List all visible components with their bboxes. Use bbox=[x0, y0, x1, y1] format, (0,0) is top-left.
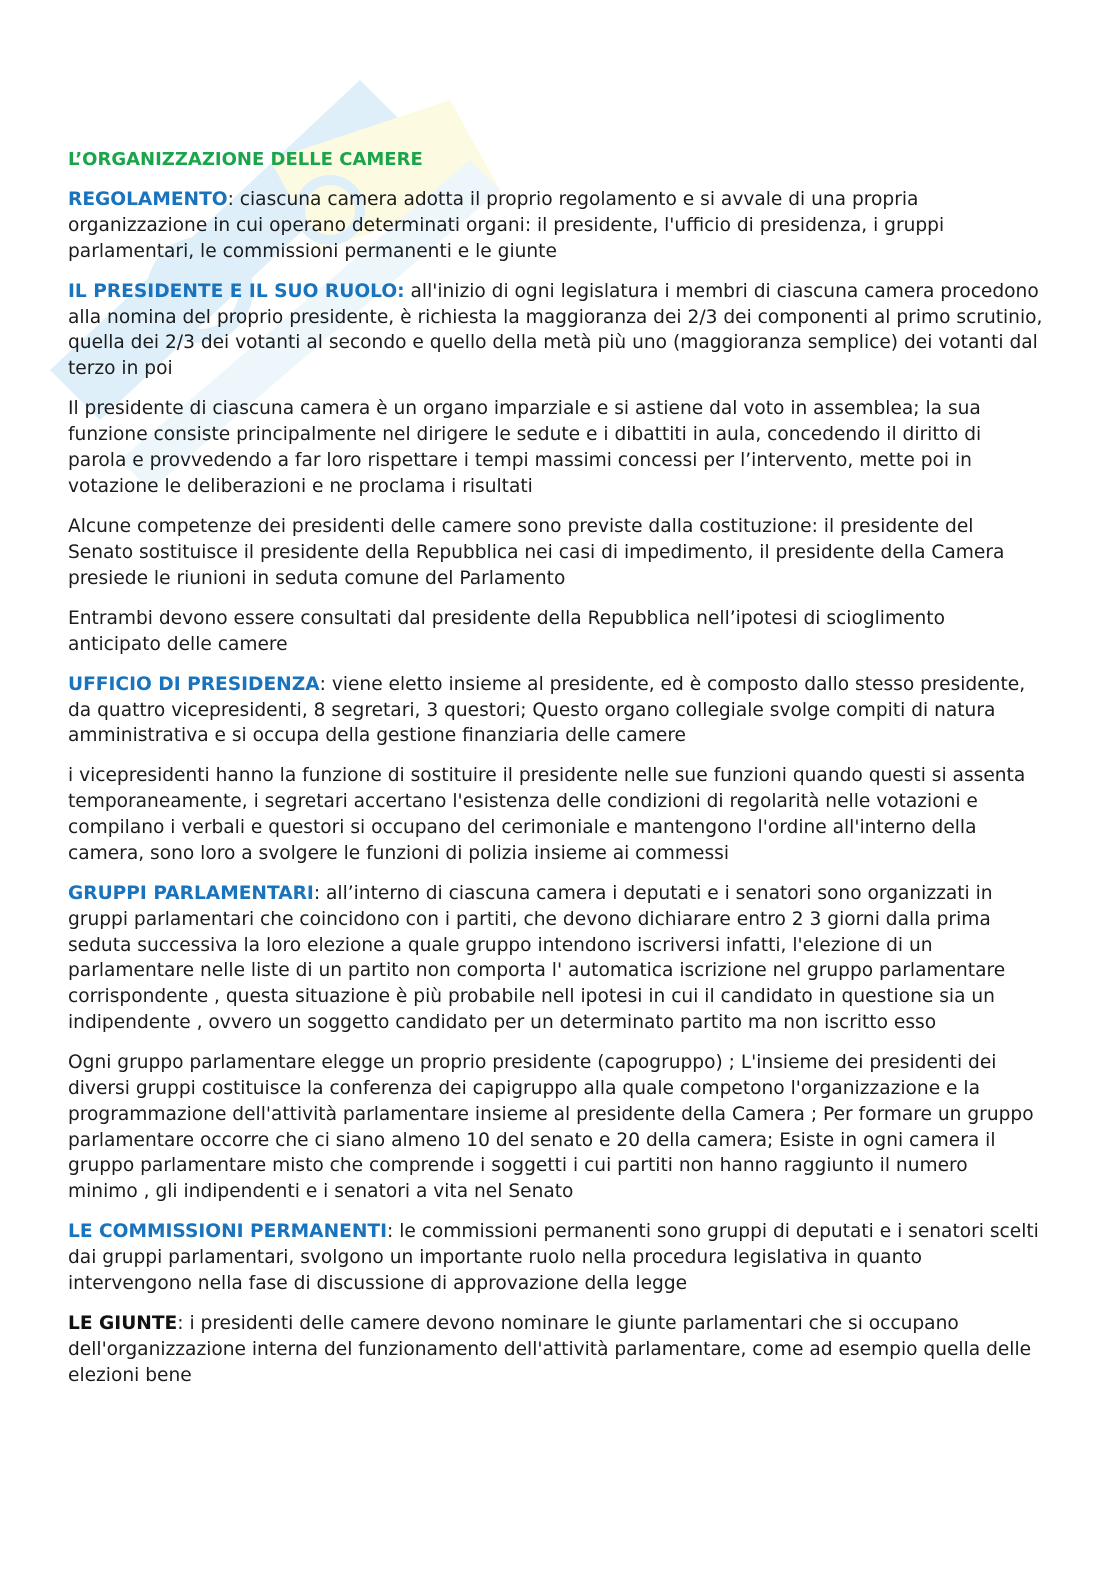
paragraph-heading: UFFICIO DI PRESIDENZA bbox=[68, 673, 320, 695]
paragraph-text: le commissioni permanenti sono gruppi di deputati e i senatori scelti dai gruppi parlamentari, svolgono un importante ruolo nella procedura legislativa in quanto intervengono nella fase di discussione di approvazione della legge bbox=[68, 1221, 1039, 1294]
paragraph-text: all’interno di ciascuna camera i deputati e i senatori sono organizzati in gruppi parlamentari che coincidono con i partiti, che devono dichiarare entro 2 3 giorni dalla prima seduta successiva la loro elezione a quale gruppo intendono iscriversi infatti, l'elezione di un parlamentare nelle liste di un partito non comporta l' automatica iscrizione nel gruppo parlamentare corrispondente , questa situazione è più probabile nell ipotesi in cui il candidato in questione sia un indipendente , ovvero un soggetto candidato per un determinato partito ma non iscritto esso bbox=[68, 883, 1006, 1034]
paragraph-gruppi-parlamentari bbox=[68, 881, 1043, 1036]
document-title: L’ORGANIZZAZIONE DELLE CAMERE bbox=[68, 149, 423, 170]
paragraph-presidente-funzione bbox=[68, 396, 1043, 499]
paragraph-text: i vicepresidenti hanno la funzione di sostituire il presidente nelle sue funzioni quando questi si assenta temporaneamente, i segretari accertano l'esistenza delle condizioni di regolarità nelle votazioni e compilano i verbali e questori si occupano del cerimoniale e mantengono l'ordine all'interno della camera, sono loro a svolgere le funzioni di polizia insieme ai commessi bbox=[68, 765, 1026, 864]
paragraph-separator: : bbox=[387, 1221, 400, 1243]
paragraph-heading: LE COMMISSIONI PERMANENTI bbox=[68, 1221, 387, 1243]
paragraph-giunte bbox=[68, 1311, 1043, 1388]
paragraph-text: i presidenti delle camere devono nominare le giunte parlamentari che si occupano dell'organizzazione interna del funzionamento dell'attività parlamentare, come ad esempio quella delle elezioni bene bbox=[68, 1313, 1032, 1386]
paragraph-text: Entrambi devono essere consultati dal presidente della Repubblica nell’ipotesi di scioglimento anticipato delle camere bbox=[68, 607, 945, 655]
paragraph-separator: : bbox=[319, 673, 332, 695]
paragraph-text: Alcune competenze dei presidenti delle camere sono previste dalla costituzione: il presidente del Senato sostituisce il presidente della Repubblica nei casi di impedimento, il presidente della Camera presiede le riunioni in seduta comune del Parlamento bbox=[68, 515, 1005, 589]
paragraph-presidente bbox=[68, 279, 1043, 382]
paragraph-heading: LE GIUNTE bbox=[68, 1313, 178, 1335]
paragraph-text: Il presidente di ciascuna camera è un organo imparziale e si astiene dal voto in assemblea; la sua funzione consiste principalmente nel dirigere le sedute e i dibattiti in aula, concedendo il diritto di parola e provvedendo a far loro rispettare i tempi massimi concessi per l’intervento, mette poi in votazione le deliberazioni e ne proclama i risultati bbox=[68, 398, 982, 497]
paragraph-scioglimento bbox=[68, 606, 1043, 658]
paragraph-separator: : bbox=[177, 1313, 190, 1335]
paragraph-regolamento bbox=[68, 187, 1043, 264]
paragraph-competenze bbox=[68, 514, 1043, 591]
document-page bbox=[68, 147, 1043, 1403]
paragraph-ufficio-presidenza bbox=[68, 672, 1043, 749]
paragraph-text: viene eletto insieme al presidente, ed è composto dallo stesso presidente, da quattro vicepresidenti, 8 segretari, 3 questori; Questo organo collegiale svolge compiti di natura amministrativa e si occupa della gestione finanziaria delle camere bbox=[68, 673, 1026, 747]
paragraph-heading: IL PRESIDENTE E IL SUO RUOLO: bbox=[68, 280, 405, 302]
paragraph-separator: : bbox=[227, 189, 240, 210]
paragraph-text: all'inizio di ogni legislatura i membri di ciascuna camera procedono alla nomina del proprio presidente, è richiesta la maggioranza dei 2/3 dei componenti al primo scrutinio, quella dei 2/3 dei votanti al secondo e quello della metà più uno (maggioranza semplice) dei votanti dal terzo in poi bbox=[68, 280, 1043, 380]
paragraph-separator: : bbox=[313, 883, 327, 905]
paragraph-vicepresidenti bbox=[68, 763, 1043, 866]
paragraph-heading: GRUPPI PARLAMENTARI bbox=[68, 883, 314, 905]
paragraph-heading: REGOLAMENTO bbox=[68, 189, 228, 210]
paragraph-text: Ogni gruppo parlamentare elegge un proprio presidente (capogruppo) ; L'insieme dei presidenti dei diversi gruppi costituisce la conferenza dei capigruppo alla quale competono l'organizzazione e la programmazione dell'attività parlamentare insieme al presidente della Camera ; Per formare un gruppo parlamentare occorre che ci siano almeno 10 del senato e 20 della camera; Esiste in ogni camera il gruppo parlamentare misto che comprende i soggetti i cui partiti non hanno raggiunto il numero minimo , gli indipendenti e i senatori a vita nel Senato bbox=[68, 1052, 1034, 1203]
paragraph-commissioni bbox=[68, 1219, 1043, 1296]
paragraph-capogruppo bbox=[68, 1050, 1043, 1205]
paragraph-text: ciascuna camera adotta il proprio regolamento e si avvale di una propria organizzazione in cui operano determinati organi: il presidente, l'ufficio di presidenza, i gruppi parlamentari, le commissioni permanenti e le giunte bbox=[68, 189, 945, 262]
